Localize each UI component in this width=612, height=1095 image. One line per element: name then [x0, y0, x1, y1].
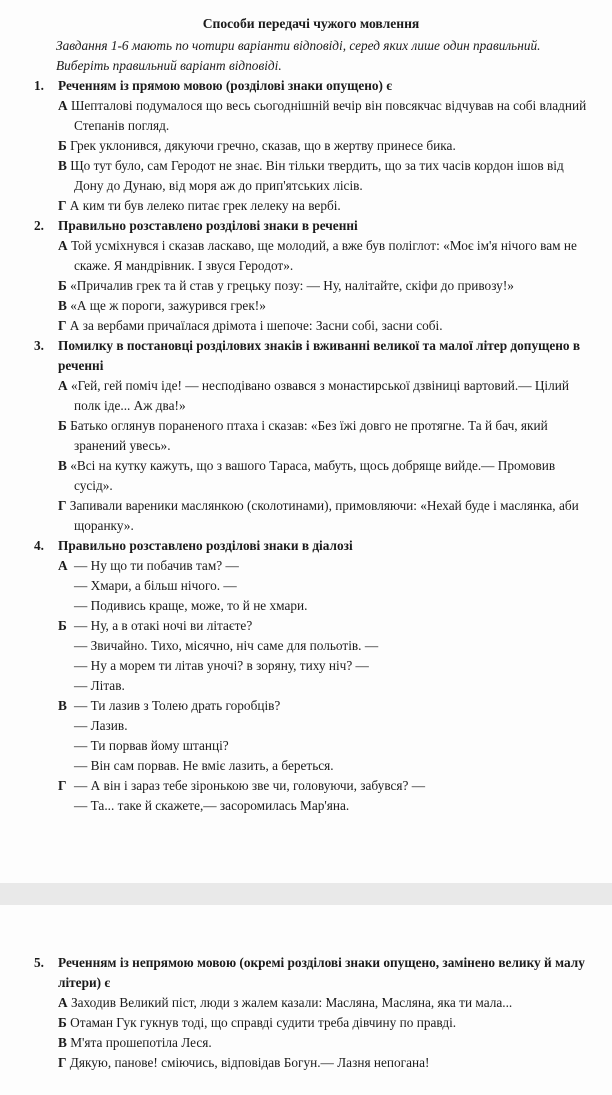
dialog-g-line [58, 776, 588, 796]
dialog-line: — Ти лазив з Толею драть горобців? [74, 698, 281, 713]
dialog-b-line [58, 676, 588, 696]
dialog-b-line [58, 636, 588, 656]
option-letter: В [58, 298, 67, 313]
dialog-b-line [58, 616, 588, 636]
question-text: Реченням із непрямою мовою (окремі розділові знаки опущено, замінено велику й малу літери) є [58, 955, 585, 990]
question-4 [34, 536, 588, 556]
option-letter: В [58, 458, 67, 473]
option-text: «А ще ж пороги, зажурився грек!» [70, 298, 266, 313]
option-letter: А [58, 995, 68, 1010]
dialog-v-line [58, 756, 588, 776]
option-text: Що тут було, сам Геродот не знає. Він тільки твердить, що за тих часів кордон ішов від Дону до Дунаю, від моря аж до прип'ятських лісів. [70, 158, 564, 193]
option-letter: В [58, 698, 67, 713]
option-text: Грек уклонився, дякуючи гречно, сказав, що в жертву принесе бика. [70, 138, 456, 153]
option-v [58, 156, 588, 196]
question-1 [34, 76, 588, 96]
dialog-line: — Ну, а в отакі ночі ви літаєте? [74, 618, 253, 633]
option-letter: Б [58, 418, 67, 433]
dialog-line: — Ну що ти побачив там? — [74, 558, 239, 573]
option-g [58, 1053, 588, 1073]
question-number: 2. [34, 218, 44, 233]
option-a [58, 236, 588, 276]
question-5 [34, 953, 588, 993]
dialog-line: — Подивись краще, може, то й не хмари. [74, 598, 308, 613]
dialog-v-line [58, 696, 588, 716]
option-text: «Гей, гей поміч іде! — несподівано озвався з монастирської дзвіниці вартовий.— Цілий полк іде... Аж два!» [70, 378, 569, 413]
option-v [58, 1033, 588, 1053]
dialog-line: — Хмари, а більш нічого. — [74, 578, 237, 593]
option-text: Той усміхнувся і сказав ласкаво, ще молодий, а вже був поліглот: «Моє ім'я нічого вам не скаже. Я мандрівник. І звуся Геродот». [70, 238, 577, 273]
option-text: Дякую, панове! сміючись, відповідав Богун.— Лазня непогана! [69, 1055, 430, 1070]
option-g [58, 196, 588, 216]
document-title: Способи передачі чужого мовлення [202, 16, 420, 31]
option-text: М'ята прошепотіла Леся. [70, 1035, 212, 1050]
option-b [58, 1013, 588, 1033]
question-number: 4. [34, 538, 44, 553]
question-text: Правильно розставлено розділові знаки в діалозі [58, 538, 353, 553]
question-number: 1. [34, 78, 44, 93]
question-text: Реченням із прямою мовою (розділові знаки опущено) є [58, 78, 393, 93]
dialog-line: — Ну а морем ти літав уночі? в зоряну, тиху ніч? — [74, 658, 369, 673]
option-letter: Б [58, 1015, 67, 1030]
option-text: Отаман Гук гукнув тоді, що справді судити треба дівчину по правді. [70, 1015, 457, 1030]
option-letter: Г [58, 498, 67, 513]
option-letter: Б [58, 278, 67, 293]
dialog-b-line [58, 656, 588, 676]
option-letter: В [58, 158, 67, 173]
option-letter: Б [58, 138, 67, 153]
dialog-line: — Звичайно. Тихо, місячно, ніч саме для польотів. — [74, 638, 379, 653]
option-a [58, 96, 588, 136]
option-b [58, 136, 588, 156]
dialog-v-line [58, 736, 588, 756]
option-letter: Г [58, 198, 67, 213]
option-a [58, 376, 588, 416]
option-v [58, 296, 588, 316]
dialog-line: — Ти порвав йому штанці? [74, 738, 229, 753]
option-text: Запивали вареники маслянкою (сколотинами), примовляючи: «Нехай буде і маслянка, аби щоранку». [69, 498, 579, 533]
dialog-a-line [58, 556, 588, 576]
question-number: 3. [34, 338, 44, 353]
dialog-a-line [58, 596, 588, 616]
option-letter: Г [58, 318, 67, 333]
option-text: А за вербами причаїлася дрімота і шепоче: Засни собі, засни собі. [69, 318, 443, 333]
question-2 [34, 216, 588, 236]
option-text: Батько оглянув пораненого птаха і сказав: «Без їжі довго не протягне. Та й бач, який зранений увесь». [70, 418, 548, 453]
instructions: Завдання 1-6 мають по чотири варіанти відповіді, серед яких лише один правильний. Виберіть правильний варіант відповіді. [56, 38, 541, 73]
option-b [58, 276, 588, 296]
option-letter: Г [58, 778, 67, 793]
option-letter: А [58, 378, 68, 393]
dialog-line: — Лазив. [74, 718, 128, 733]
option-g [58, 316, 588, 336]
option-b [58, 416, 588, 456]
question-text: Помилку в постановці розділових знаків і вживанні великої та малої літер допущено в реченні [58, 338, 581, 373]
option-text: Шепталові подумалося що весь сьогоднішній вечір він повсякчас відчував на собі владний Степанів погляд. [70, 98, 587, 133]
option-text: Заходив Великий піст, люди з жалем казали: Масляна, Масляна, яка ти мала... [70, 995, 513, 1010]
dialog-v-line [58, 716, 588, 736]
option-letter: Г [58, 1055, 67, 1070]
question-3 [34, 336, 588, 376]
option-a [58, 993, 588, 1013]
dialog-line: — Літав. [74, 678, 125, 693]
dialog-line: — Та... таке й скажете,— засоромилась Мар'яна. [74, 798, 350, 813]
option-g [58, 496, 588, 536]
option-text: «Всі на кутку кажуть, що з вашого Тараса, мабуть, щось добряще вийде.— Промовив сусід». [70, 458, 556, 493]
option-letter: А [58, 238, 68, 253]
dialog-line: — А він і зараз тебе зіронькою зве чи, головуючи, забувся? — [74, 778, 426, 793]
dialog-line: — Він сам порвав. Не вміє лазить, а береться. [74, 758, 334, 773]
option-letter: В [58, 1035, 67, 1050]
question-number: 5. [34, 955, 44, 970]
option-letter: А [58, 98, 68, 113]
page-2 [0, 905, 612, 1095]
option-text: А ким ти був лелеко питає грек лелеку на вербі. [69, 198, 341, 213]
question-text: Правильно розставлено розділові знаки в реченні [58, 218, 358, 233]
dialog-a-line [58, 576, 588, 596]
dialog-g-line [58, 796, 588, 816]
option-text: «Причалив грек та й став у грецьку позу: — Ну, налітайте, скіфи до привозу!» [70, 278, 514, 293]
option-v [58, 456, 588, 496]
option-letter: А [58, 558, 68, 573]
option-letter: Б [58, 618, 67, 633]
